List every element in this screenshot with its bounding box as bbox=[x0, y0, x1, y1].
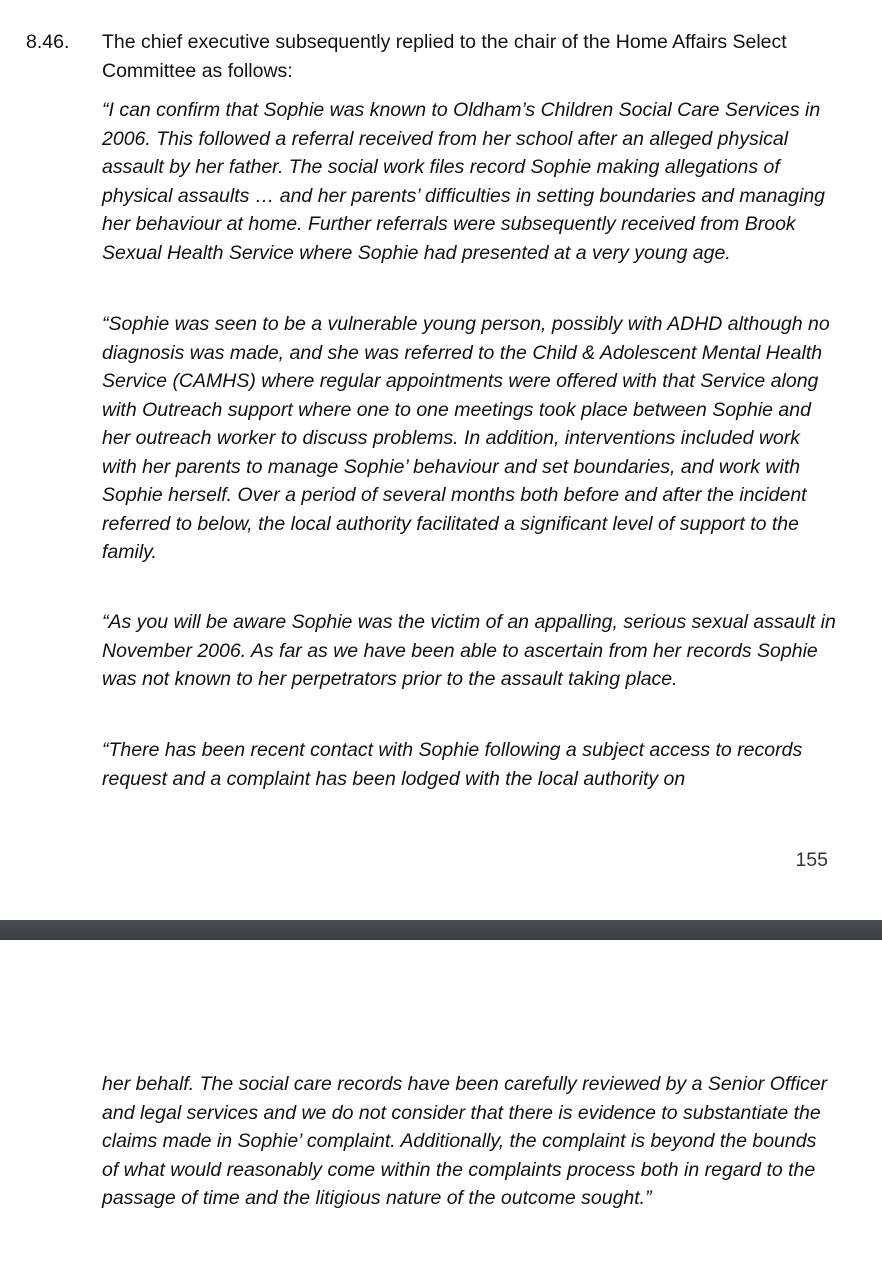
page-number: 155 bbox=[795, 849, 828, 871]
quote-paragraph-continued bbox=[102, 1070, 837, 1213]
page-separator bbox=[0, 920, 882, 940]
quote-paragraph-3 bbox=[102, 608, 837, 694]
quote-paragraph-2 bbox=[102, 310, 837, 567]
quote-paragraph-4 bbox=[102, 736, 837, 793]
quote-text-4: “There has been recent contact with Sophie following a subject access to records request and a complaint has been lodged with the local authority on bbox=[102, 739, 803, 790]
quote-text-3: “As you will be aware Sophie was the victim of an appalling, serious sexual assault in November 2006. As far as we have been able to ascertain from her records Sophie was not known to her perpetrators prior to the assault taking place. bbox=[102, 611, 836, 690]
quote-text-continued: her behalf. The social care records have been carefully reviewed by a Senior Officer and legal services and we do not consider that there is evidence to substantiate the claims made in Sophie’ complaint. Additionally, the complaint is beyond the bounds of what would reasonably come within the complaints process both in regard to the passage of time and the litigious nature of the outcome sought.” bbox=[102, 1073, 828, 1209]
quote-paragraph-1 bbox=[102, 96, 837, 267]
paragraph-intro: The chief executive subsequently replied to the chair of the Home Affairs Select Committee as follows: bbox=[102, 31, 787, 82]
quote-text-2: “Sophie was seen to be a vulnerable young person, possibly with ADHD although no diagnosis was made, and she was referred to the Child & Adolescent Mental Health Service (CAMHS) where regular appointments were offered with that Service along with Outreach support where one to one meetings took place between Sophie and her outreach worker to discuss problems. In addition, interventions included work with her parents to manage Sophie’ behaviour and set boundaries, and work with Sophie herself. Over a period of several months both before and after the incident referred to below, the local authority facilitated a significant level of support to the family. bbox=[102, 313, 830, 563]
quote-text-1: “I can confirm that Sophie was known to Oldham’s Children Social Care Services in 2006. This followed a referral received from her school after an alleged physical assault by her father. The social work files record Sophie making allegations of physical assaults … and her parents’ difficulties in setting boundaries and managing her behaviour at home. Further referrals were subsequently received from Brook Sexual Health Service where Sophie had presented at a very young age. bbox=[102, 99, 826, 264]
paragraph-number: 8.46. bbox=[26, 31, 70, 53]
